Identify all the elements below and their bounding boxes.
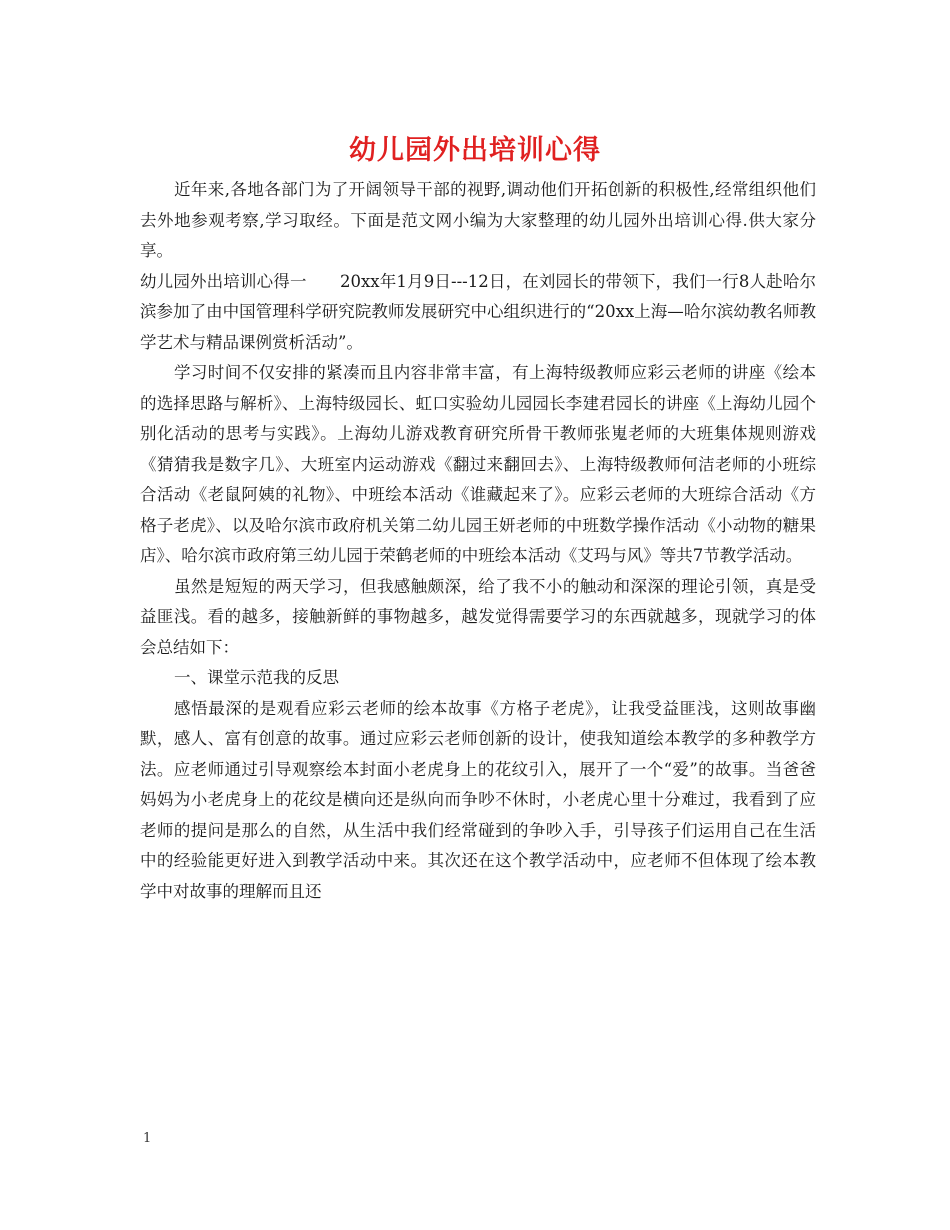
paragraph-reflection: 感悟最深的是观看应彩云老师的绘本故事《方格子老虎》，让我受益匪浅，这则故事幽默，感人、富有创意的故事。通过应彩云老师创新的设计，使我知道绘本教学的多种教学方法。应老师通过引导观察绘本封面小老虎身上的花纹引入，展开了一个“爱”的故事。当爸爸妈妈为小老虎身上的花纹是横向还是纵向而争吵不休时，小老虎心里十分难过，我看到了应老师的提问是那么的自然，从生活中我们经常碰到的争吵入手，引导孩子们运用自己在生活中的经验能更好进入到教学活动中来。其次还在这个教学活动中，应老师不但体现了绘本教学中对故事的理解而且还: [140, 698, 816, 901]
document-body: [140, 175, 816, 907]
document-title: 幼儿园外出培训心得: [349, 135, 601, 166]
paragraph-intro: 近年来,各地各部门为了开阔领导干部的视野,调动他们开拓创新的积极性,经常组织他们去外地参观考察,学习取经。下面是范文网小编为大家整理的幼儿园外出培训心得.供大家分享。: [140, 180, 816, 260]
page-number: 1: [143, 1131, 152, 1146]
section-heading: 一、课堂示范我的反思: [174, 668, 339, 687]
paragraph-section-one: 幼儿园外出培训心得一 20xx年1月9日---12日，在刘园长的带领下，我们一行8人赴哈尔滨参加了由中国管理科学研究院教师发展研究中心组织进行的“20xx上海—哈尔滨幼教名师教学艺术与精品课例赏析活动”。: [140, 271, 816, 352]
paragraph-impression: 虽然是短短的两天学习，但我感触颇深，给了我不小的触动和深深的理论引领，真是受益匪浅。看的越多，接触新鲜的事物越多，越发觉得需要学习的东西就越多，现就学习的体会总结如下：: [140, 576, 816, 657]
paragraph-schedule: 学习时间不仅安排的紧凑而且内容非常丰富，有上海特级教师应彩云老师的讲座《绘本的选择思路与解析》、上海特级园长、虹口实验幼儿园园长李建君园长的讲座《上海幼儿园个别化活动的思考与实践》。上海幼儿游戏教育研究所骨干教师张嵬老师的大班集体规则游戏《猜猜我是数字几》、大班室内运动游戏《翻过来翻回去》、上海特级教师何洁老师的小班综合活动《老鼠阿姨的礼物》、中班绘本活动《谁藏起来了》。应彩云老师的大班综合活动《方格子老虎》、以及哈尔滨市政府机关第二幼儿园王妍老师的中班数学操作活动《小动物的糖果店》、哈尔滨市政府第三幼儿园于荣鹤老师的中班绘本活动《艾玛与风》等共7节教学活动。: [140, 363, 816, 565]
